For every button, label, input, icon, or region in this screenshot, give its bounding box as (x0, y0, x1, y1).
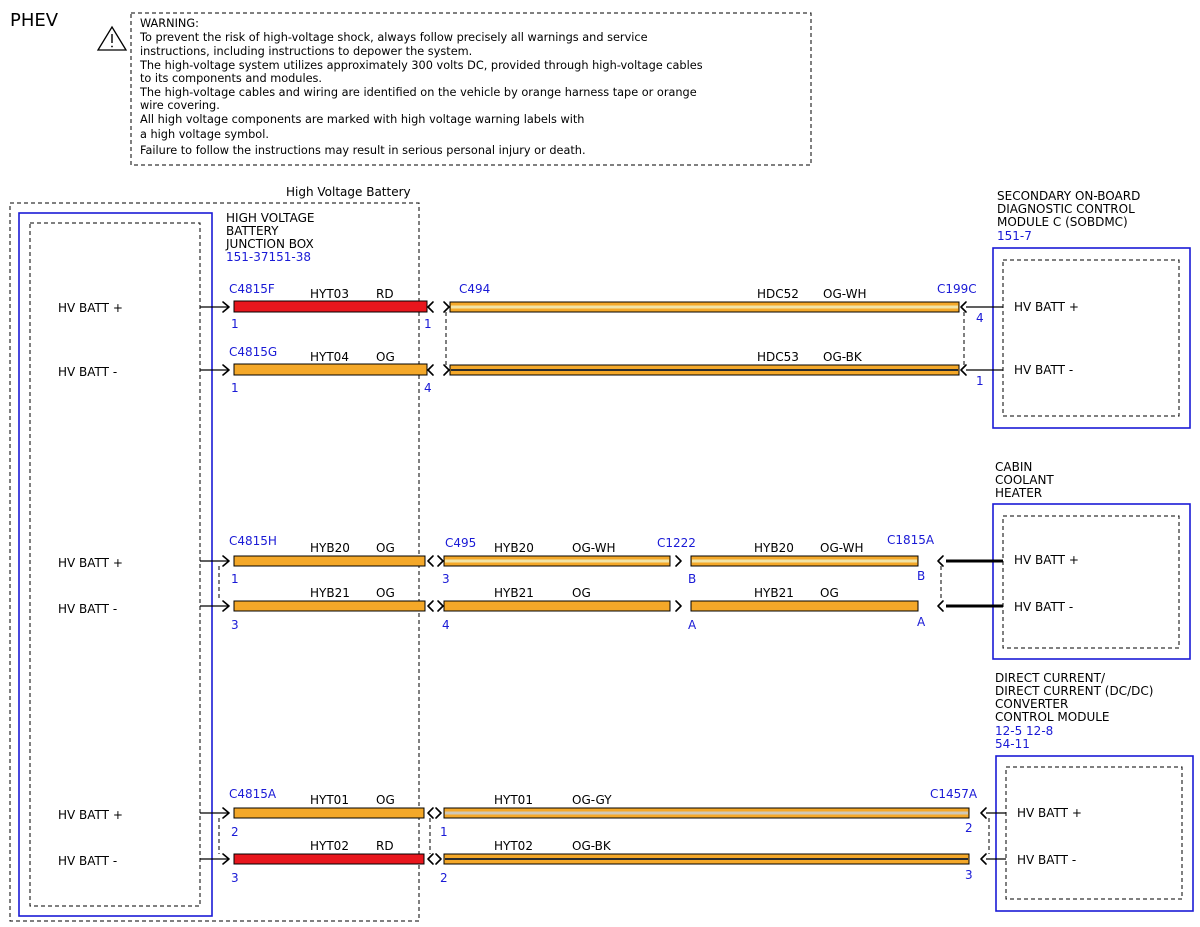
dcdc-module-name: CONTROL MODULE (995, 710, 1110, 724)
pin-label: HV BATT - (58, 365, 118, 379)
wire-color: OG-BK (823, 350, 862, 364)
circuit-id: HYB21 (494, 586, 534, 600)
wire-color: OG-GY (572, 793, 612, 807)
warning-line: a high voltage symbol. (140, 128, 269, 141)
pin-label: HV BATT + (58, 301, 123, 315)
connector-label[interactable]: C494 (459, 282, 491, 296)
circuit-id: HYT04 (310, 350, 349, 364)
warning-line: instructions, including instructions to depower the system. (140, 45, 473, 58)
sobdmc-module-name: SECONDARY ON-BOARD (997, 189, 1141, 203)
warning-line: WARNING: (140, 17, 199, 30)
circuit-id: HYB21 (310, 586, 350, 600)
connector-label[interactable]: C199C (937, 282, 977, 296)
pin-number: 1 (231, 317, 239, 331)
pin-number: 3 (965, 868, 973, 882)
sobdmc-module-ref[interactable]: 151-7 (997, 229, 1032, 243)
heater-module-outline (993, 504, 1190, 659)
connector-label[interactable]: C1222 (657, 536, 696, 550)
pin-number: 2 (965, 821, 973, 835)
wire-hyb21-og-b[interactable] (691, 601, 918, 611)
circuit-id: HYB20 (310, 541, 350, 555)
circuit-id: HYT02 (310, 839, 349, 853)
wire-hyt01[interactable] (234, 808, 424, 818)
sobdmc-module-inner (1003, 260, 1179, 416)
circuit-id: HDC52 (757, 287, 799, 301)
dcdc-module-name: DIRECT CURRENT (DC/DC) (995, 684, 1154, 698)
wire-hyb20[interactable] (234, 556, 425, 566)
circuit-group-dcdc (200, 787, 1006, 885)
pin-label: HV BATT + (58, 556, 123, 570)
pin-label: HV BATT + (1014, 553, 1079, 567)
pin-number: A (688, 618, 697, 632)
wire-color: RD (376, 287, 394, 301)
pin-number: 2 (231, 825, 239, 839)
circuit-id: HYB20 (494, 541, 534, 555)
pin-label: HV BATT - (1014, 600, 1074, 614)
dcdc-module-inner (1006, 767, 1182, 899)
battery-group-label: High Voltage Battery (286, 185, 411, 199)
connector-label[interactable]: C4815A (229, 787, 277, 801)
wire-hyb21-og[interactable] (444, 601, 670, 611)
sobdmc-module-outline (993, 248, 1190, 428)
dcdc-module-name: CONVERTER (995, 697, 1069, 711)
dcdc-module-ref[interactable]: 54-11 (995, 737, 1030, 751)
junction-box-name: BATTERY (226, 224, 279, 238)
dcdc-module-ref[interactable]: 12-5 12-8 (995, 724, 1054, 738)
pin-number: B (917, 569, 926, 583)
circuit-id: HYB20 (754, 541, 794, 555)
warning-box (98, 13, 811, 165)
wire-hyt04[interactable] (234, 364, 427, 375)
wire-color: RD (376, 839, 394, 853)
junction-box-ref[interactable]: 151-37151-38 (226, 250, 312, 264)
pin-number: 1 (440, 825, 448, 839)
circuit-id: HYT01 (310, 793, 349, 807)
connector-label[interactable]: C4815G (229, 345, 278, 359)
pin-label: HV BATT + (1014, 300, 1079, 314)
junction-box-name: HIGH VOLTAGE (226, 211, 315, 225)
heater-module-name: HEATER (995, 486, 1043, 500)
heater-module-name: CABIN (995, 460, 1033, 474)
heater-module-name: COOLANT (995, 473, 1054, 487)
pin-number: 3 (442, 572, 450, 586)
wire-color: OG-BK (572, 839, 611, 853)
wire-hyb21[interactable] (234, 601, 425, 611)
wire-color: OG (376, 350, 395, 364)
circuit-group-heater (200, 533, 1003, 632)
warning-triangle-icon (98, 27, 126, 50)
pin-number: 4 (442, 618, 450, 632)
pin-number: 2 (440, 871, 448, 885)
junction-box-name: JUNCTION BOX (226, 237, 314, 251)
circuit-id: HYT01 (494, 793, 533, 807)
warning-line: To prevent the risk of high-voltage shock, always follow precisely all warnings and service (140, 31, 648, 44)
pin-number: 3 (231, 871, 239, 885)
warning-line: The high-voltage cables and wiring are identified on the vehicle by orange harness tape or orange (140, 86, 697, 99)
warning-line: Failure to follow the instructions may result in serious personal injury or death. (140, 144, 586, 157)
wire-color: OG-WH (820, 541, 864, 555)
pin-label: HV BATT - (1014, 363, 1074, 377)
pin-number: 3 (231, 618, 239, 632)
circuit-id: HYB21 (754, 586, 794, 600)
pin-label: HV BATT - (1017, 853, 1077, 867)
heater-module-inner (1003, 516, 1179, 648)
wire-color: OG (376, 541, 395, 555)
pin-number: 1 (231, 381, 239, 395)
wire-color: OG-WH (572, 541, 616, 555)
connector-label[interactable]: C4815F (229, 282, 275, 296)
sobdmc-module-name: DIAGNOSTIC CONTROL (997, 202, 1135, 216)
circuit-id: HYT03 (310, 287, 349, 301)
circuit-id: HYT02 (494, 839, 533, 853)
wire-hyt02[interactable] (234, 854, 424, 864)
warning-line: to its components and modules. (140, 72, 323, 85)
wire-hyt03[interactable] (234, 301, 427, 312)
dcdc-module-name: DIRECT CURRENT/ (995, 671, 1105, 685)
sobdmc-module-name: MODULE C (SOBDMC) (997, 215, 1128, 229)
warning-line: All high voltage components are marked with high voltage warning labels with (140, 113, 585, 126)
circuit-group-sobdmc (200, 282, 1003, 395)
pin-number: 4 (424, 381, 432, 395)
pin-number: 1 (231, 572, 239, 586)
dcdc-module-outline (996, 756, 1193, 911)
pin-number: A (917, 615, 926, 629)
connector-label[interactable]: C1457A (930, 787, 978, 801)
warning-line: The high-voltage system utilizes approximately 300 volts DC, provided through high-voltage cables (140, 59, 703, 72)
warning-line: wire covering. (140, 99, 220, 112)
wire-color: OG (376, 586, 395, 600)
wire-color: OG-WH (823, 287, 867, 301)
pin-label: HV BATT + (1017, 806, 1082, 820)
wire-color: OG (820, 586, 839, 600)
connector-label[interactable]: C1815A (887, 533, 935, 547)
pin-label: HV BATT - (58, 602, 118, 616)
pin-number: 1 (976, 374, 984, 388)
wire-color: OG (572, 586, 591, 600)
pin-label: HV BATT - (58, 854, 118, 868)
connector-label[interactable]: C4815H (229, 534, 277, 548)
pin-label: HV BATT + (58, 808, 123, 822)
pin-number: 1 (424, 317, 432, 331)
wire-color: OG (376, 793, 395, 807)
pin-number: 4 (976, 311, 984, 325)
pin-number: B (688, 572, 697, 586)
circuit-id: HDC53 (757, 350, 799, 364)
connector-label[interactable]: C495 (445, 536, 477, 550)
page-title: PHEV (10, 10, 59, 31)
